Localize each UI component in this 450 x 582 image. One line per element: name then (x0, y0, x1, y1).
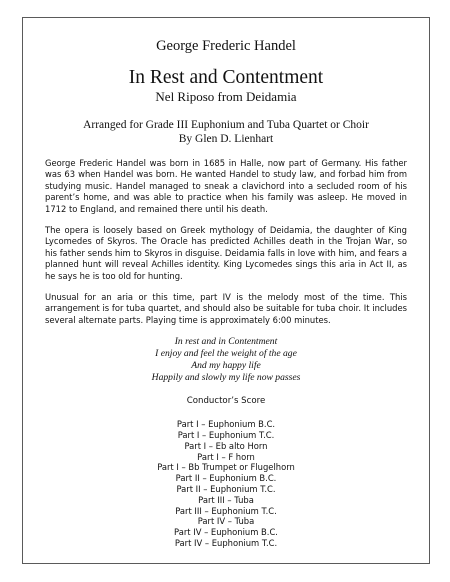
document-page (22, 17, 430, 564)
part-item: Part IV – Tuba (197, 516, 255, 527)
biography-paragraph: George Frederic Handel was born in 1685 in Halle, now part of Germany. His father was 63 when Handel was born. He wanted Handel to study law, and forbad him from studying music. Handel managed to sneak a clavichord into a secluded room of his parent’s home, and was able to practice when his family was asleep. He moved in 1712 to England, and remained there until his death. (45, 158, 407, 214)
poem-line: I enjoy and feel the weight of the age (155, 348, 297, 360)
part-item: Part III – Tuba (198, 494, 254, 505)
part-item: Part I – Eb alto Horn (184, 440, 268, 451)
part-item: Part I – Bb Trumpet or Flugelhorn (157, 462, 295, 473)
part-item: Part IV – Euphonium T.C. (174, 538, 278, 549)
parts-list (23, 419, 429, 549)
poem-verse (23, 336, 429, 384)
part-item: Part IV – Euphonium B.C. (174, 527, 278, 538)
part-item: Part II – Euphonium B.C. (175, 473, 277, 484)
arrangement-line: Arranged for Grade III Euphonium and Tuba Quartet or Choir (83, 119, 369, 131)
part-item: Part III – Euphonium T.C. (175, 505, 277, 516)
arranger-line: By Glen D. Lienhart (178, 133, 274, 145)
arrangement-paragraph: Unusual for an aria or this time, part IV is the melody most of the time. This arrangement is for tuba quartet, and should also be suitable for tuba choir. It includes several alternate parts. Playing time is approximately 6:00 minutes. (45, 292, 407, 325)
poem-line: In rest and in Contentment (174, 336, 278, 348)
arrangement-info (23, 118, 429, 146)
piece-title: In Rest and Contentment (128, 67, 324, 88)
opera-paragraph: The opera is loosely based on Greek mythology of Deidamia, the daughter of King Lycomedes of Skyros. The Oracle has predicted Achilles death in the Trojan War, so his father sends him to Skyros in disguise. Deidamia falls in love with him, and fears a planned hunt will reveal Achilles identity. King Lycomedes sings this aria in Act II, as he says he is too old for hunting. (45, 225, 407, 281)
part-item: Part I – Euphonium T.C. (177, 430, 275, 441)
piece-subtitle: Nel Riposo from Deidamia (155, 89, 297, 104)
composer-name: George Frederic Handel (156, 38, 296, 54)
part-item: Part I – Euphonium B.C. (176, 419, 276, 430)
part-item: Part II – Euphonium T.C. (176, 484, 276, 495)
score-heading: Conductor’s Score (186, 396, 266, 407)
part-item: Part I – F horn (197, 451, 255, 462)
poem-line: And my happy life (191, 360, 261, 372)
poem-line: Happily and slowly my life now passes (151, 372, 301, 384)
